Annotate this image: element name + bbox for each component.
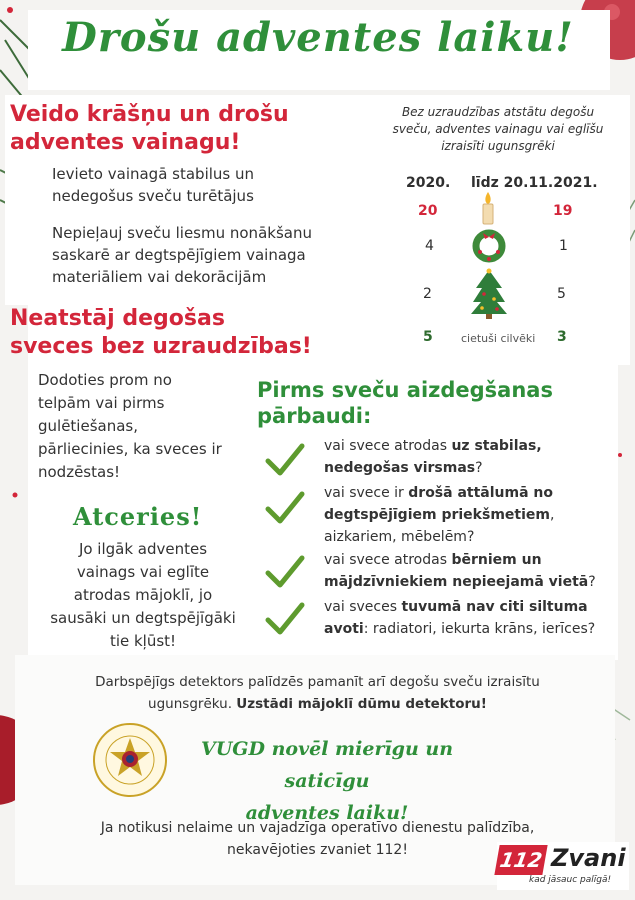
- checklist-item-4: vai sveces tuvumā nav citi siltuma avoti: radiatori, iekurta krāns, ierīces?: [324, 599, 596, 637]
- check-icon: [265, 555, 305, 589]
- unattended-text: Dodoties prom no telpām vai pirms gulētiešanas, pārliecinies, ka sveces ir nodzēstas!: [38, 371, 222, 481]
- stats-row1-right: 19: [553, 203, 573, 219]
- checklist-item-2: vai svece ir drošā attālumā no degtspējīgiem priekšmetiem, aizkariem, mēbelēm?: [324, 485, 555, 545]
- logo-zvani-word: Zvani: [551, 844, 626, 872]
- remember-text: Jo ilgāk adventes vainags vai eglīte atrodas mājoklī, jo sausāki un degtspējīgāki tie kļūst!: [50, 540, 236, 650]
- injured-left: 5: [423, 329, 433, 345]
- christmas-tree-icon: [470, 268, 508, 320]
- stats-row3-right: 5: [557, 286, 566, 302]
- candle-icon: [476, 190, 500, 226]
- injured-label: cietuši cilvēki: [461, 332, 536, 345]
- checklist-item-1: vai svece atrodas uz stabilas, nedegošas virsmas?: [324, 438, 542, 476]
- wreath-icon: [471, 227, 507, 263]
- stats-row1-left: 20: [418, 203, 438, 219]
- emergency-text: Ja notikusi nelaime un vajadzīga operatīvo dienestu palīdzība, nekavējoties zvaniet 112!: [100, 820, 535, 858]
- check-icon: [265, 491, 305, 525]
- detector-text: Darbspējīgs detektors palīdzēs pamanīt arī degošu sveču izraisītu ugunsgrēku. Uzstādi mājoklī dūmu detektoru!: [95, 674, 540, 712]
- checklist-item-3: vai svece atrodas bērniem un mājdzīvniekiem nepieejamā vietā?: [324, 552, 596, 590]
- wreath-heading: Veido krāšņu un drošu adventes vainagu!: [10, 102, 289, 155]
- stats-caption: Bez uzraudzības atstātu degošu sveču, adventes vainagu vai eglīšu izraisīti ugunsgrēki: [392, 105, 604, 153]
- zvani-112-logo: [497, 842, 629, 890]
- stats-row3-left: 2: [423, 286, 432, 302]
- stats-col2-header: līdz 20.11.2021.: [471, 175, 598, 191]
- injured-right: 3: [557, 329, 567, 345]
- check-icon: [265, 443, 305, 477]
- stats-row2-right: 1: [559, 238, 568, 254]
- stats-row2-left: 4: [425, 238, 434, 254]
- unattended-heading: Neatstāj degošas sveces bez uzraudzības!: [10, 306, 312, 359]
- wreath-tip-2: Nepieļauj sveču liesmu nonākšanu saskarē ar degtspējīgiem vainaga materiāliem vai dekorācijām: [52, 224, 312, 286]
- logo-112-badge: 112: [494, 845, 547, 875]
- checklist-heading: Pirms sveču aizdegšanas pārbaudi:: [257, 378, 553, 428]
- logo-tagline: kad jāsauc palīgā!: [529, 875, 612, 885]
- page-title: Drošu adventes laiku!: [62, 14, 574, 61]
- vugd-seal-icon: [92, 722, 168, 798]
- check-icon: [265, 602, 305, 636]
- wreath-tip-1: Ievieto vainagā stabilus un nedegošus sveču turētājus: [52, 165, 255, 205]
- remember-heading: Atceries!: [73, 502, 203, 531]
- vugd-wish: VUGD novēl mierīgu un saticīgu adventes laiku!: [200, 738, 454, 824]
- stats-col1-header: 2020.: [406, 175, 451, 191]
